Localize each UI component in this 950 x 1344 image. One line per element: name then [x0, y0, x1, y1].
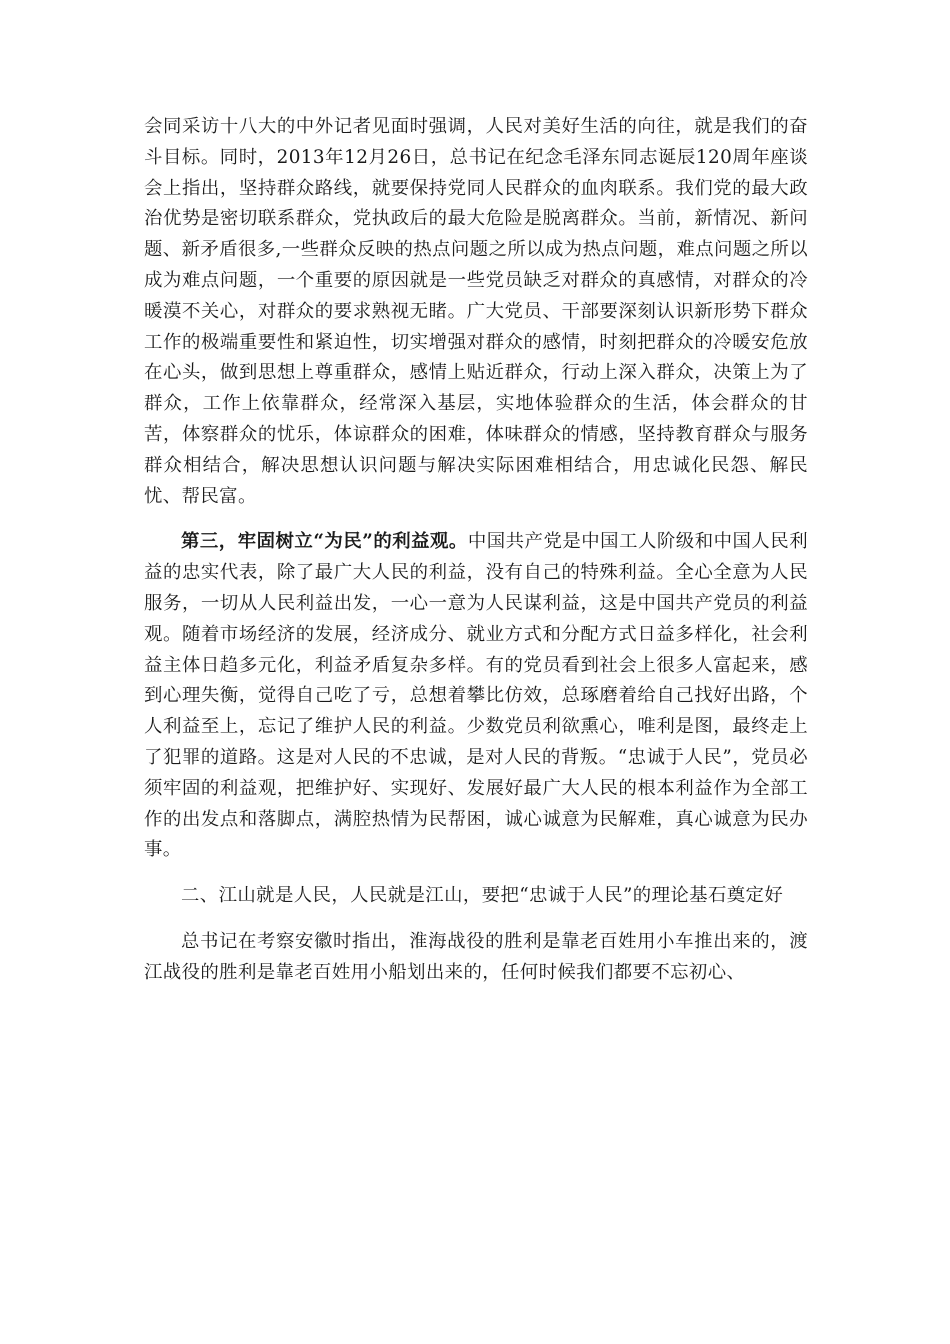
- paragraph-text: 总书记在考察安徽时指出，淮海战役的胜利是靠老百姓用小车推出来的，渡江战役的胜利是靠老百姓用小船划出来的，任何时候我们都要不忘初心、: [144, 930, 808, 983]
- section-heading-text: 二、江山就是人民，人民就是江山，要把“忠诚于人民”的理论基石奠定好: [181, 885, 784, 907]
- paragraph-anhui-inspection: [144, 927, 808, 989]
- paragraph-mass-line: [144, 112, 808, 512]
- paragraph-text: 中国共产党是中国工人阶级和中国人民利益的忠实代表，除了最广大人民的利益，没有自己的特殊利益。全心全意为人民服务，一切从人民利益出发，一心一意为人民谋利益，这是中国共产党员的利益观。随着市场经济的发展，经济成分、就业方式和分配方式日益多样化，社会利益主体日趋多元化，利益矛盾复杂多样。有的党员看到社会上很多人富起来，感到心理失衡，觉得自己吃了亏，总想着攀比仿效，总琢磨着给自己找好出路，个人利益至上，忘记了维护人民的利益。少数党员利欲熏心，唯利是图，最终走上了犯罪的道路。这是对人民的不忠诚，是对人民的背叛。“忠诚于人民”，党员必须牢固的利益观，把维护好、实现好、发展好最广大人民的根本利益作为全部工作的出发点和落脚点，满腔热情为民帮困，诚心诚意为民解难，真心诚意为民办事。: [144, 531, 808, 861]
- paragraph-interest-view: [144, 527, 808, 866]
- document-page: [144, 112, 808, 989]
- section-heading-two: [144, 881, 808, 912]
- paragraph-lead-heading: 第三，牢固树立“为民”的利益观。: [181, 531, 468, 553]
- paragraph-text: 会同采访十八大的中外记者见面时强调，人民对美好生活的向往，就是我们的奋斗目标。同时，2013年12月26日，总书记在纪念毛泽东同志诞辰120周年座谈会上指出，坚持群众路线，就要保持党同人民群众的血肉联系。我们党的最大政治优势是密切联系群众，党执政后的最大危险是脱离群众。当前，新情况、新问题、新矛盾很多,一些群众反映的热点问题之所以成为热点问题，难点问题之所以成为难点问题，一个重要的原因就是一些党员缺乏对群众的真感情，对群众的冷暖漠不关心，对群众的要求熟视无睹。广大党员、干部要深刻认识新形势下群众工作的极端重要性和紧迫性，切实增强对群众的感情，时刻把群众的冷暖安危放在心头，做到思想上尊重群众，感情上贴近群众，行动上深入群众，决策上为了群众，工作上依靠群众，经常深入基层，实地体验群众的生活，体会群众的甘苦，体察群众的忧乐，体谅群众的困难，体味群众的情感，坚持教育群众与服务群众相结合，解决思想认识问题与解决实际困难相结合，用忠诚化民怨、解民忧、帮民富。: [144, 116, 808, 507]
